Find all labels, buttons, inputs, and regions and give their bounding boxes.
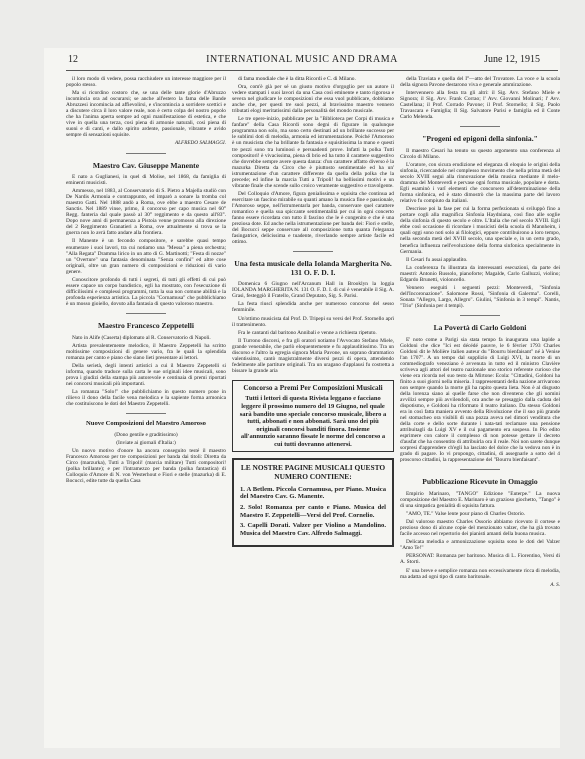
paragraph: Ora, com'è già per sé un giusto motivo d'orgoglio per un autore il vedere stampati i suoi lavori da una Casa così eminente e tanto rigorosa e severa nel giudicare le composizioni che essa vuol pubblicare, dobbiamo anche che, per questi tre suoi pezzi, al bravissimo maestro vennero tributati elogi meritatissimi dalla personalità del mondo musicale. <box>232 84 394 115</box>
paragraph: Ammesso, nel 1883, al Conservatorio di S. Pietro a Majella studiò con De Nardis Armonia e contrappunto, ed imparò a sonare la tromba col maestro Gatti. Nel 1888 andò a Roma, ove ebbe a maestro Cesare de Sanctis. Nel 1889 vinse, primo, il concorso per capo musica nel 60° Regg. fanteria dal quale passò al 30° reggimento e da questo all'83°. Dopo nove anni di permanenza a Pistoia venne promosso alla direzione del 2 Reggimento Granatieri a Roma, ove attualmente si trova se la guerra non lo avrà fatto andare alla frontiera. <box>66 188 226 237</box>
article-heading: Una festa musicale della Iolanda Margherita No. 131 O. F. D. I. <box>234 259 392 277</box>
paragraph: E nato a Guglianesi, in quel di Molise, nel 1868, da famiglia di eminenti musicisti. <box>66 174 226 187</box>
box-body: Tutti i lettori di questa Rivista leggano e facciano leggere il prossimo numero del 19 Giugno, nel quale sarà bandito uno speciale concorso musicale, libero a tutti, abbonati e non abbonati. Sarà uno dei più originali concorsi banditi finora. Insieme all'annunzio saranno fissate le norme del concorso a cui tutti dovranno attenersi. <box>239 395 387 448</box>
article-signature: ALFREDO SALMAGGI. <box>174 140 226 147</box>
paragraph: (Inviate ai giornali d'Italia:) <box>116 439 176 446</box>
box-title: LE NOSTRE PAGINE MUSICALI QUESTO NUMERO CONTIENE: <box>240 463 386 482</box>
paragraph: Il Cesari fu assai applaudito. <box>406 256 468 263</box>
divider <box>126 153 166 154</box>
contest-announcement-box <box>232 380 394 453</box>
paragraph: PERSONAT: Romanza per baritono. Musica di L. Fiorentino, Versi di A. Storti. <box>400 553 560 566</box>
divider <box>460 126 500 127</box>
paragraph: La conferenza fu illustrata da interessanti esecuzioni, da parte dei maestri: Antonio Russolo, pianoforte; Magalde, Carlo Galluzzi, violino; Edgardo Brunetti, violoncello. <box>400 264 560 283</box>
divider <box>293 251 333 252</box>
paragraph: Intervennero alla festa tra gli altri: il Sig. Avv. Stefano Miele e Signora; il Sig. Avv. Frank Corrao; l' Avv. Giovanni Molinari; l' Avv. Castellana; il Prof. Corrado Pavone; il Prof. Stornello; il Sig. Paolo Travascara e Famiglia; Il Sig. Salvatore Parisi e famiglia ed il Conte Carlo Melenda. <box>400 90 560 121</box>
paragraph: Domenica 6 Giugno nell'Arcanum Hall in Brooklyn la loggia IOLANDA MARGHERITA N. 131 O. F. D. I. di cui è venerabile il Sig. A. Grasi, festeggiò il Fratello, Grand Deputato, Sig. S. Parisi. <box>232 281 394 300</box>
paragraph: La festa riuscì splendida anche per numeroso concorso del sesso femminile. <box>232 301 394 314</box>
divider <box>460 315 500 316</box>
article-signature: A. S. <box>550 581 560 588</box>
paragraph: Del Colloquio d'Amore, figura genialissima e squisita che continua ad esercitare un fascino mirabile su quanti amano la musica fine e passionale, l'Amoroso seppe, nell'istrumentarla per banda, conservare quel carattere romantico e quella sua spiccante sentimentalità per cui in ogni concerto fanno essere ricordata con tutto il fascino che le è congenito e che è una preziosa dote. Ed anche nella istrumentazione per banda dei: Fiori e stelle, del Bocucci seppe conservare all composizione tutta quanta l'eleganza fasingatrice, delicissima e tuadente, riverlando sempre artiste facile ed ottimo. <box>232 190 394 246</box>
column-1 <box>66 76 226 486</box>
paragraph: Nato in Alife (Caserta) diplomato al R. Conservatorio di Napoli. <box>72 334 211 341</box>
header-rule <box>66 70 558 71</box>
article-heading: La Povertà di Carlo Goldoni <box>433 323 527 332</box>
paragraph: il loro modo di vedere, possa racchiudere un interesse maggiore per il popolo stesso. <box>66 76 226 89</box>
paragraph: di fama mondiale che è la ditta Ricordi e C. di Milano. <box>238 76 356 82</box>
paragraph: Conoscitore profondo di tutti i segreti, di tutti gli effetti di cui può essere capace un corpo bandistico, egli ha mostrato, con l'esecuzione di difficilissimi e complessi programmi, tutta la sua non comune abilità e la profonda esperienza artistica. La piccola "Cornamusa" che pubblichiamo è un mosso gioiello, dovuto alla fantasia di questo valoroso maestro. <box>66 276 226 307</box>
paragraph: Delicata melodia e armonizzazione squisita sono le doti del Valzer "Amo Te!" <box>400 539 560 552</box>
paragraph: Un'ottimo musicista dal Prof. D. Tripepi su versi del Prof. Stornello aprì il trattenimento. <box>232 315 394 328</box>
paragraph: Il Turrono discorsi, e fra gli oratori notiamo l'Avvocato Stefano Miele, grande venerabile, che parlò eloquentemente e fu applauditissimo. Tra un discorso e l'altro la egregia signora Maria Pavone, un soprano drammatico valentissimo, cantò magistralmente diversi pezzi di opera, attendendo fedelmente alle partiture originali. Tra un uragano d'applausi fu costretta a bissare la grande aria <box>232 337 394 374</box>
music-item: 2. Solo! Romanza per canto e Piano. Musica del Maestro F. Zeppetelli—Versi del Prof. Cornelio. <box>240 504 386 519</box>
paragraph: La romanza "Solo!" che pubblichiamo in questo numero pone in rilievo il dono della facile vena melodica e la sapiente forma armonica che costituiscono le doti del Maestro Zeppetelli. <box>66 388 226 407</box>
paragraph: Della serietà, degli intenti artistici a cui il Maestro Zeppetelli si informa, quando traduce sulla carta le sue originali idee musicali, sono prova i giudizi della stampa più autorevole e centinaia di premi riportati nei concorsi musicali più importanti. <box>66 362 226 387</box>
music-pages-box <box>232 458 394 546</box>
paragraph: Dal valoroso maestro Charles Ossorio abbiamo ricevuto il cortese e prezioso dono di alcune copie del menzionato valzer, che ha già trovato facile accesso nel repertorio dei pianisti amanti della buona musica. <box>400 519 560 538</box>
paragraph: L'oratore, con sicura erudizione ed eleganza di eloquio le origini della sinfonia, ricercandole nel complesso movimento che nella prima metà del secolo XVIII segui alla rinnovazione della musica mediante il melo-dramma del Monteverdi e pervase ogni forma musicale, popolare e dotta. Egli esaminò i varî elementi che concorsero all'determinazione della forma sinfonica, ed è stato dimostrò che la massima parte del lavoro relativo fu compiuto da italiani. <box>400 161 560 205</box>
paragraph: Un nuovo motivo d'onore ha ancora conseguito testé il maestro Francesco Amoroso per tre composizioni per banda dai titoli: Diretta da Circo (marzurka), Tutti a Tripoli! (marcia militare) Tutti compositori! (polka brillante); e per l'intramezzo per banda (polka fantastica) di Colloquio d'Amore di N. von Westerhout e Fiori e stelle (mazurka) di E. Bocucci, edite tutte da quella Casa <box>66 447 226 484</box>
column-3 <box>400 76 560 592</box>
paragraph: "AMO, TE." Valse lente pour piano di Charles Ostorio. <box>406 511 526 518</box>
paragraph: Ma si ricordino costoro che, se una delle tante glorie d'Abruzzo incomincia ora ad oscurarsi; se anche all'estero la fama delle Bande Abruzzesi incomincia ad affievolirsi, e s'incomincia a sorridere scettici e a discutere circa il loro valore reale, non è certo colpa del nostro popolo che ha l'anima aperta sempre ad ogni manifestazione di estetica, e che vive in quella una terza, così piena di armonie naturali, così piena di suoni e di canti, e dallo spirito ardente, passionale, vibrante e avido sempre di sensazioni squisite. <box>66 90 226 139</box>
page-header <box>44 54 560 68</box>
divider <box>126 413 166 414</box>
column-2 <box>232 76 394 553</box>
paragraph: della Traviata e quella del I°—atto del Trovatore. La voce e la scuola della signora Pavone destarono viva e generale ammirazione. <box>400 76 560 89</box>
divider <box>460 469 500 470</box>
music-item: 3. Capelli Dorati. Valzer per Violino a Mandolino. Musica del Maestro Cav. Alfredo Salmaggi. <box>240 522 386 538</box>
paragraph: Empirio Marinaro, "TANGO" Edizione "Euterpe." La nuova composizione del Maestro E. Marinaro è un grazioso giochetto, "Tango" è di una simpatica genialità di squisita fattura. <box>400 490 561 510</box>
paragraph: Il maestro Cesari ha tenuto su questo argomento una conferenza al Circolo di Milano. <box>400 147 560 160</box>
paragraph: E' noto come a Parigi sia stata tempo fa inaugurata una lapide a Goldoni che dice "Ici est décédé pauvre, le 6 février 1793 Charles Goldoni dit le Molière italien auteur du "Bourru bienfaisant" né à Venise l'an 1707". A un tempo dal supplizio di Luigi XVI, la morte di un commediografo veneziano è avvenuta in tutto ed il ministro Clavière scriveva agli attori del teatro nazionale uno storico referente curioso che viene era ricorda nel suo testo da Mirtone: Ecola: "Cittadini, Goldoni ha finito a suoi giorni nella miseria. I rappresentanti della nazione arrivarono non sempre quando la morte gli ha rapito questa lieta. Non è al disgusto della lorenza siano ai quelle farse che non diventeno che gli uomini avvilizi sempre più avvilendoli, ora anche se presaggio dalla caduta del dispotismo, e Goldoni ha riformato il teatro italiano. Da stesso Goldoni era in così fatta maniera avvento della Rivoluzione che il suo più grande nel stomacheo ora visibili di una pozza aveva nel dimori venditura che della corte e dello sorte durante i nata-tati reclamare una pensione attribuitagli da Luigi XV e il cui pagamento era sospeso. In Pio edito esprimere con calore il complesso di non potesse gettare il decreto d'ausfat che ha consentito di attribuirla ora il reale. Noi non sarete dunque sorpresi d'apprendere ch'egli ha lasciato del dolce che la vedova non è in grado di pagare. Io vi propongo, cittadini, di assegnarle a sotto del 4 proscorso cittadini, la rappresentazione del "Bourru bienfaisant". <box>400 336 560 464</box>
page-number: 12 <box>68 54 78 65</box>
music-item: 1. A Betlem. Piccola Cornamusa, per Piano. Musica del Maestro Cav. G. Manente. <box>240 485 386 501</box>
magazine-page <box>44 48 560 748</box>
paragraph: Fra le cantanti dal baritono Annibali e venne a richiesta ripetuto. <box>238 329 377 336</box>
issue-date: June 12, 1915 <box>484 54 540 65</box>
article-heading: Nuove Composizioni del Maestro Amoroso <box>86 420 206 428</box>
divider <box>126 313 166 314</box>
paragraph: (Dono gentile e graditissimo) <box>114 431 178 438</box>
box-title: Concorso a Premi Per Composizioni Musicali <box>243 383 383 392</box>
paragraph: Vennero eseguiti i seguenti pezzi: Monteverdi, "Sinfonia dell'Incoronazione". Salomone Rossi, "Sinfonia di Galerma". Corelli, Sonata "Allegro, Largo, Allegro". Giulini, "Sinfonia in 3 tempi". Nantis, "Trio" (Sinfonia per 4 tempi). <box>400 284 560 309</box>
paragraph: E' una breve e semplice romanza non eccessivamente ricca di melodia, ma adatta ad ogni tipo di canto baritonale. <box>400 567 560 580</box>
paragraph: Artista prevalentemente melodico, il Maestro Zeppetelli ha scritto moltissime composizioni di genere vario, fra le quali la splendida romanza per canto e piano che siano lieti presentare ai lettori. <box>66 342 226 361</box>
article-heading: Maestro Francesco Zeppetelli <box>97 321 195 330</box>
article-heading: "Progeni ed epigoni della sinfonia." <box>422 134 538 144</box>
masthead-title: INTERNATIONAL MUSIC AND DRAMA <box>206 54 398 65</box>
paragraph: Il Manente è un fecondo compositore, e sarebbe quasi tempo enumerare i suoi lavori, tra cui notiamo una "Messa" a piena orchestra; "Alla Regata" Dramma lirico in un atto di G. Martinotti; "Festa di nozze" un "Overture" una fantasia denominata "Senza confini" ed altre cose originali, oltre un gran numero di composizioni e riduzioni di vario genere. <box>66 238 226 275</box>
article-heading: Maestro Cav. Giuseppe Manente <box>92 160 200 170</box>
paragraph: Le tre opere-inizio, pubblicate per la "Biblioteca per Corpi di musica e fanfare" della Casa Ricordi sono degni di figurare in qualunque programma non solo, ma sono certo destinati ad un brillante successo per le sublimi doti di melodia, armonia ed istrumentazione. Poiché l'Amoroso è un musicista che ha brillante fa fantasia e squisitissima la mano e questi tre pezzi sono tra luminosi e persuadenti prove. Infatti la polka Tutti compositori! è vivacissima, piena di brio ed ha tutto il carattere suggestivo che dovrebbe sempre avere questa danza: d'un carattere affatto diverso è la mazurka Diretta da Circo che è piuttosto sentimentale ed ha un' istrumentazione d'un carattere differente da quella della polka che la precede; ed infine la marcia Tutti a Tripoli! ha bellissimi motivi e un vibrante finale che scende sullo croico veramente suggestivo e travolgente. <box>232 116 394 189</box>
paragraph: Descrisse poi la fase per cui la forma perfezionata si sviluppò fino a portare cogli alla magnifica Sinfonia Haydniana, così fino alle soglie della sinfonia di questo secolo e oltre. L'Italia che nel secolo XVIII. Egli ebbe così occasione di ricordare i musicisti della scuola di Mannheim, i quali oggi sono noti solo ai filologici, eppure contribuirono a loro tempo, nella seconda metà del XVIII secolo, una speciale e, in un certo grado, benefica influenza nell'evoluzione della forma sinfonica specialmente in Germania. <box>400 206 560 255</box>
article-heading: Pubblicazione Ricevute in Omaggio <box>422 477 538 487</box>
